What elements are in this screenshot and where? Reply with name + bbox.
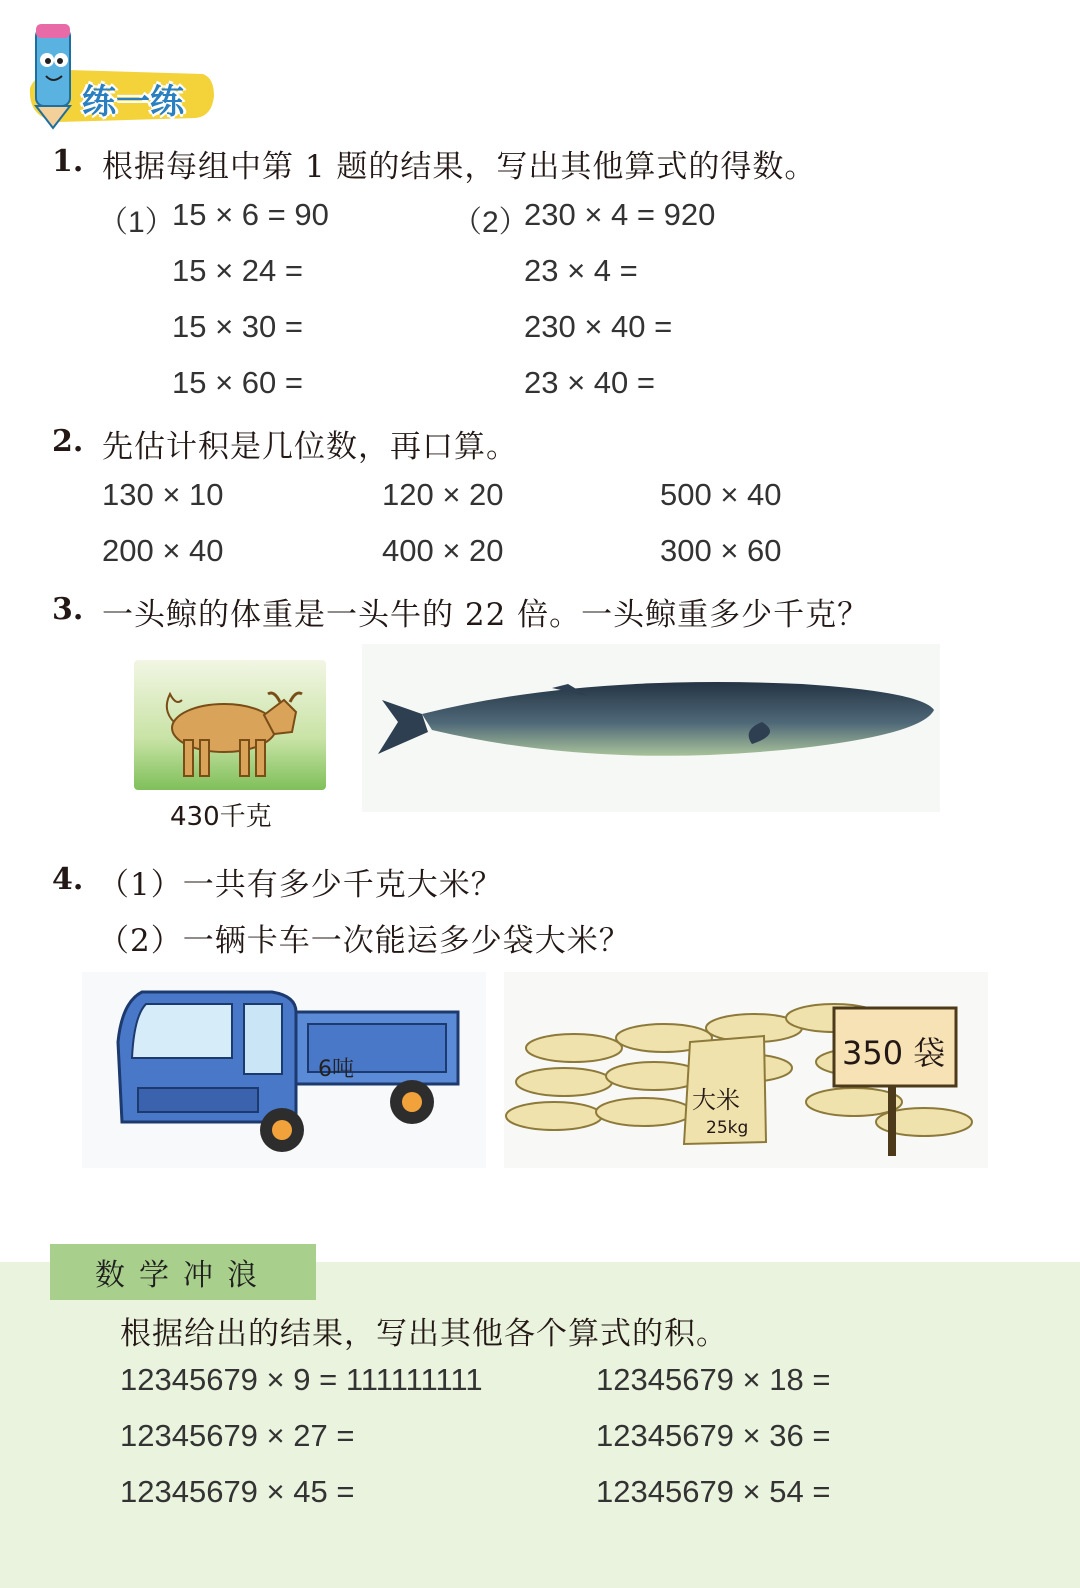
- q1-group1-line: 15 × 24 =: [172, 253, 304, 288]
- challenge-title: 数学冲浪: [95, 1258, 271, 1293]
- challenge-text: 根据给出的结果，写出其他各个算式的积。: [120, 1316, 728, 1352]
- question-4-part-2: （2）一辆卡车一次能运多少袋大米？: [98, 923, 631, 959]
- q2-expression: 400 × 20: [382, 533, 504, 568]
- q2-expression: 200 × 40: [102, 533, 224, 568]
- question-3-number: 3.: [52, 592, 84, 627]
- rice-bag-label: 大米: [692, 1086, 740, 1114]
- truck-image: [82, 972, 486, 1168]
- question-4-number: 4.: [52, 862, 84, 897]
- q1-group1-line: 15 × 60 =: [172, 365, 304, 400]
- q1-group2-line: 230 × 40 =: [524, 309, 673, 344]
- question-1-number: 1.: [52, 144, 84, 179]
- q1-group1-line: 15 × 30 =: [172, 309, 304, 344]
- q2-expression: 300 × 60: [660, 533, 782, 568]
- challenge-expression: 12345679 × 27 =: [120, 1418, 355, 1453]
- challenge-title-tab: [50, 1244, 316, 1300]
- challenge-expression: 12345679 × 18 =: [596, 1362, 831, 1397]
- q1-group1-label: （1）: [98, 206, 175, 239]
- q1-group2-line: 230 × 4 = 920: [524, 197, 716, 232]
- question-2-number: 2.: [52, 424, 84, 459]
- challenge-expression: 12345679 × 36 =: [596, 1418, 831, 1453]
- cow-weight-caption: 430千克: [170, 802, 272, 832]
- q2-expression: 500 × 40: [660, 477, 782, 512]
- question-4-part-1: （1）一共有多少千克大米？: [98, 867, 503, 903]
- rice-bag-weight: 25kg: [706, 1118, 749, 1138]
- whale-image: [362, 644, 940, 812]
- q2-expression: 120 × 20: [382, 477, 504, 512]
- q1-group1-line: 15 × 6 = 90: [172, 197, 329, 232]
- q1-group2-line: 23 × 4 =: [524, 253, 638, 288]
- q1-group2-label: （2）: [452, 206, 529, 239]
- section-title: 练一练: [82, 82, 184, 122]
- cow-image: [134, 660, 326, 790]
- question-3-text: 一头鲸的体重是一头牛的 22 倍。一头鲸重多少千克？: [102, 597, 870, 633]
- challenge-expression: 12345679 × 54 =: [596, 1474, 831, 1509]
- pencil-mascot-icon: [36, 24, 70, 128]
- bag-count-sign: 350 袋: [842, 1034, 946, 1072]
- q1-group2-line: 23 × 40 =: [524, 365, 656, 400]
- challenge-expression: 12345679 × 45 =: [120, 1474, 355, 1509]
- q2-expression: 130 × 10: [102, 477, 224, 512]
- question-1-text: 根据每组中第 1 题的结果，写出其他算式的得数。: [102, 149, 817, 185]
- challenge-expression: 12345679 × 9 = 111111111: [120, 1362, 483, 1397]
- question-2-text: 先估计积是几位数，再口算。: [102, 429, 518, 465]
- truck-capacity-label: 6吨: [318, 1057, 354, 1082]
